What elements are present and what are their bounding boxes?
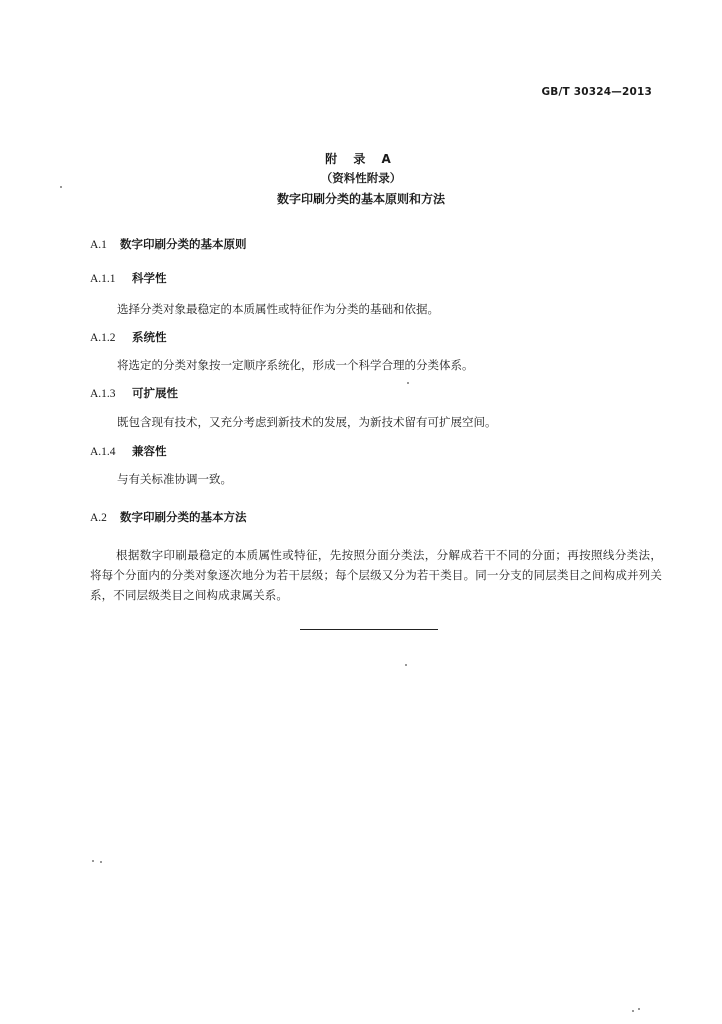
scan-speck bbox=[92, 860, 94, 862]
subsection-heading-a1-3 bbox=[90, 385, 178, 401]
scan-speck bbox=[405, 664, 407, 666]
subsection-text-a1-3: 既包含现有技术，又充分考虑到新技术的发展，为新技术留有可扩展空间。 bbox=[117, 415, 497, 429]
end-rule-divider bbox=[300, 629, 438, 630]
subsection-heading-a1-4 bbox=[90, 443, 167, 459]
subsection-title: 兼容性 bbox=[132, 444, 167, 458]
section-number: A.2 bbox=[90, 512, 107, 524]
subsection-text-a1-2: 将选定的分类对象按一定顺序系统化，形成一个科学合理的分类体系。 bbox=[117, 358, 474, 372]
standard-code: GB/T 30324—2013 bbox=[541, 86, 652, 98]
section-number: A.1 bbox=[90, 239, 107, 251]
subsection-number: A.1.1 bbox=[90, 273, 116, 285]
section-title: 数字印刷分类的基本方法 bbox=[120, 510, 247, 524]
scan-speck bbox=[632, 1010, 634, 1012]
subsection-number: A.1.4 bbox=[90, 446, 116, 458]
section-text-a2: 根据数字印刷最稳定的本质属性或特征，先按照分面分类法，分解成若干不同的分面；再按照线分类法，将每个分面内的分类对象逐次地分为若干层级；每个层级又分为若干类目。同一分支的同层类目之间构成并列关系，不同层级类目之间构成隶属关系。 bbox=[90, 548, 662, 602]
subsection-title: 系统性 bbox=[132, 330, 167, 344]
scan-speck bbox=[638, 1008, 640, 1010]
subsection-title: 科学性 bbox=[132, 271, 167, 285]
subsection-number: A.1.2 bbox=[90, 332, 116, 344]
scan-speck bbox=[100, 861, 102, 863]
section-heading-a2 bbox=[90, 509, 247, 525]
appendix-label: 附 录 A bbox=[325, 152, 397, 166]
subsection-heading-a1-1 bbox=[90, 270, 167, 286]
appendix-note: （资料性附录） bbox=[320, 171, 402, 185]
subsection-text-a1-1: 选择分类对象最稳定的本质属性或特征作为分类的基础和依据。 bbox=[117, 302, 439, 316]
subsection-text-a1-4: 与有关标准协调一致。 bbox=[117, 472, 232, 486]
section-heading-a1 bbox=[90, 236, 247, 252]
scan-speck bbox=[407, 382, 409, 384]
section-title: 数字印刷分类的基本原则 bbox=[120, 237, 247, 251]
appendix-title: 数字印刷分类的基本原则和方法 bbox=[276, 192, 445, 206]
subsection-number: A.1.3 bbox=[90, 388, 116, 400]
scan-speck bbox=[60, 186, 62, 188]
subsection-title: 可扩展性 bbox=[132, 386, 178, 400]
subsection-heading-a1-2 bbox=[90, 329, 167, 345]
